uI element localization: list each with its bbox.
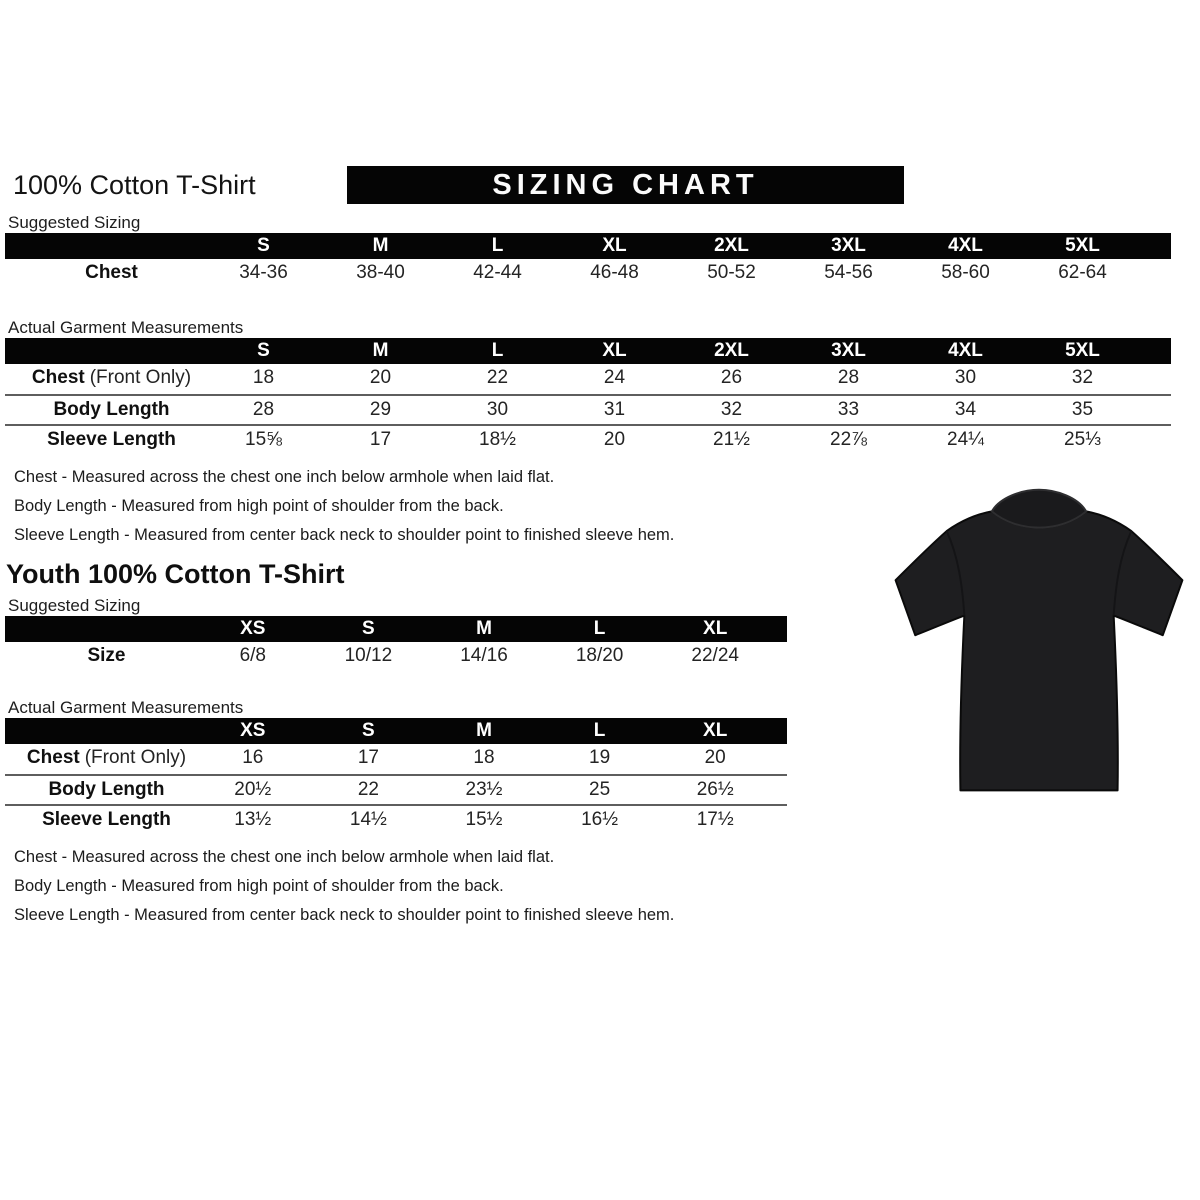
adult-actual-label: Actual Garment Measurements (8, 318, 244, 337)
column-header-empty (5, 338, 205, 364)
table-row (5, 744, 787, 774)
table-cell: 46-48 (590, 262, 639, 283)
row-label (5, 364, 205, 394)
table-cell: 58-60 (941, 262, 990, 283)
table-cell: 33 (837, 399, 860, 420)
note-chest: Chest - Measured across the chest one inch below armhole when laid flat. (14, 848, 555, 866)
row-label (5, 426, 205, 454)
table-cell: 15⅝ (245, 429, 282, 450)
row-label-text: Size (87, 645, 126, 666)
table-cell: 16 (242, 747, 264, 768)
table-cell: 54-56 (824, 262, 873, 283)
table-cell: 10/12 (344, 645, 393, 666)
table-cell: 18 (252, 367, 275, 388)
column-header: XL (602, 340, 627, 361)
column-header: L (593, 720, 606, 741)
youth-heading: Youth 100% Cotton T-Shirt (6, 559, 345, 589)
table-cell: 22 (357, 779, 379, 800)
table-cell: 19 (589, 747, 611, 768)
tshirt-image (880, 478, 1198, 812)
table-row (5, 364, 1171, 394)
column-header: 2XL (714, 235, 749, 256)
table-cell: 30 (954, 367, 977, 388)
column-header-empty (5, 233, 205, 259)
adult-heading: 100% Cotton T-Shirt (13, 170, 256, 200)
row-label-text: Sleeve Length (42, 809, 171, 830)
column-header: M (476, 618, 492, 639)
column-header: M (372, 235, 389, 256)
row-label-text: Body Length (53, 399, 170, 420)
column-header: L (491, 235, 504, 256)
table-cell: 24 (603, 367, 626, 388)
table-cell: 15½ (465, 809, 503, 830)
table-row (5, 774, 787, 804)
table-cell: 25⅓ (1064, 429, 1101, 450)
column-header: L (593, 618, 606, 639)
column-header: M (476, 720, 492, 741)
row-label (5, 259, 205, 289)
table-cell: 17½ (696, 809, 734, 830)
youth-suggested-label: Suggested Sizing (8, 596, 141, 615)
table-cell: 14½ (349, 809, 387, 830)
column-header: XS (240, 720, 266, 741)
table-row (5, 804, 787, 834)
column-header: XL (703, 618, 728, 639)
table-cell: 24¼ (947, 429, 984, 450)
note-chest: Chest - Measured across the chest one inch below armhole when laid flat. (14, 468, 555, 486)
table-header-row (5, 616, 787, 642)
row-label (5, 642, 195, 672)
column-header-empty (5, 718, 195, 744)
table-cell: 28 (252, 399, 275, 420)
column-header: S (362, 618, 375, 639)
table-cell: 18/20 (575, 645, 624, 666)
table-header-row (5, 718, 787, 744)
table-cell: 18 (473, 747, 495, 768)
column-header: XS (240, 618, 266, 639)
row-label-text: Chest (31, 367, 85, 388)
table-cell: 22 (486, 367, 509, 388)
column-header: 2XL (714, 340, 749, 361)
page-header (5, 166, 1195, 204)
note-body-length: Body Length - Measured from high point of shoulder from the back. (14, 877, 504, 895)
table-cell: 26½ (696, 779, 734, 800)
table-row (5, 424, 1171, 454)
column-header: 4XL (948, 235, 983, 256)
table-cell: 34-36 (239, 262, 288, 283)
row-label-suffix: (Front Only) (89, 367, 192, 388)
table-cell: 38-40 (356, 262, 405, 283)
column-header: XL (703, 720, 728, 741)
table-cell: 28 (837, 367, 860, 388)
tshirt-graphic (880, 478, 1198, 812)
column-header: 3XL (831, 340, 866, 361)
row-label (5, 806, 195, 834)
column-header: 3XL (831, 235, 866, 256)
table-cell: 21½ (713, 429, 750, 450)
row-label-text: Body Length (48, 779, 165, 800)
column-header: 5XL (1065, 235, 1100, 256)
youth-notes (5, 843, 1195, 930)
table-cell: 32 (720, 399, 743, 420)
table-cell: 16½ (581, 809, 619, 830)
note-body-length: Body Length - Measured from high point of shoulder from the back. (14, 497, 504, 515)
table-cell: 13½ (234, 809, 272, 830)
table-cell: 20 (704, 747, 726, 768)
table-cell: 14/16 (460, 645, 508, 666)
table-cell: 32 (1071, 367, 1094, 388)
table-cell: 17 (369, 429, 392, 450)
row-label-text: Chest (26, 747, 80, 768)
table-cell: 25 (589, 779, 611, 800)
table-cell: 42-44 (473, 262, 522, 283)
youth-actual-table (5, 718, 787, 834)
table-cell: 20 (603, 429, 626, 450)
column-header: L (491, 340, 504, 361)
table-cell: 29 (369, 399, 392, 420)
table-cell: 26 (720, 367, 743, 388)
adult-suggested-table (5, 233, 1171, 289)
column-header: S (257, 235, 270, 256)
table-row (5, 394, 1171, 424)
note-sleeve-length: Sleeve Length - Measured from center back neck to shoulder point to finished sleeve hem. (14, 906, 675, 924)
table-cell: 20½ (234, 779, 272, 800)
column-header: M (372, 340, 389, 361)
table-cell: 35 (1071, 399, 1094, 420)
table-cell: 50-52 (707, 262, 756, 283)
table-cell: 18½ (479, 429, 516, 450)
note-sleeve-length: Sleeve Length - Measured from center back neck to shoulder point to finished sleeve hem. (14, 526, 675, 544)
column-header: 4XL (948, 340, 983, 361)
adult-suggested-label: Suggested Sizing (8, 213, 141, 232)
table-cell: 31 (603, 399, 626, 420)
sizing-chart-banner: SIZING CHART (347, 166, 904, 204)
table-row (5, 259, 1171, 289)
table-row (5, 642, 787, 672)
column-header: XL (602, 235, 627, 256)
column-header: 5XL (1065, 340, 1100, 361)
table-cell: 20 (369, 367, 392, 388)
adult-actual-table (5, 338, 1171, 454)
column-header-empty (5, 616, 195, 642)
row-label-text: Chest (85, 262, 138, 283)
youth-actual-label: Actual Garment Measurements (8, 698, 244, 717)
column-header: S (257, 340, 270, 361)
youth-suggested-table (5, 616, 787, 672)
table-cell: 22/24 (691, 645, 739, 666)
table-cell: 22⅞ (830, 429, 867, 450)
row-label-suffix: (Front Only) (84, 747, 187, 768)
table-cell: 23½ (465, 779, 503, 800)
row-label (5, 776, 195, 804)
row-label (5, 396, 205, 424)
row-label (5, 744, 195, 774)
column-header: S (362, 720, 375, 741)
table-cell: 30 (486, 399, 509, 420)
table-cell: 62-64 (1058, 262, 1107, 283)
table-header-row (5, 233, 1171, 259)
table-cell: 17 (357, 747, 379, 768)
row-label-text: Sleeve Length (47, 429, 176, 450)
table-cell: 34 (954, 399, 977, 420)
table-header-row (5, 338, 1171, 364)
table-cell: 6/8 (239, 645, 266, 666)
